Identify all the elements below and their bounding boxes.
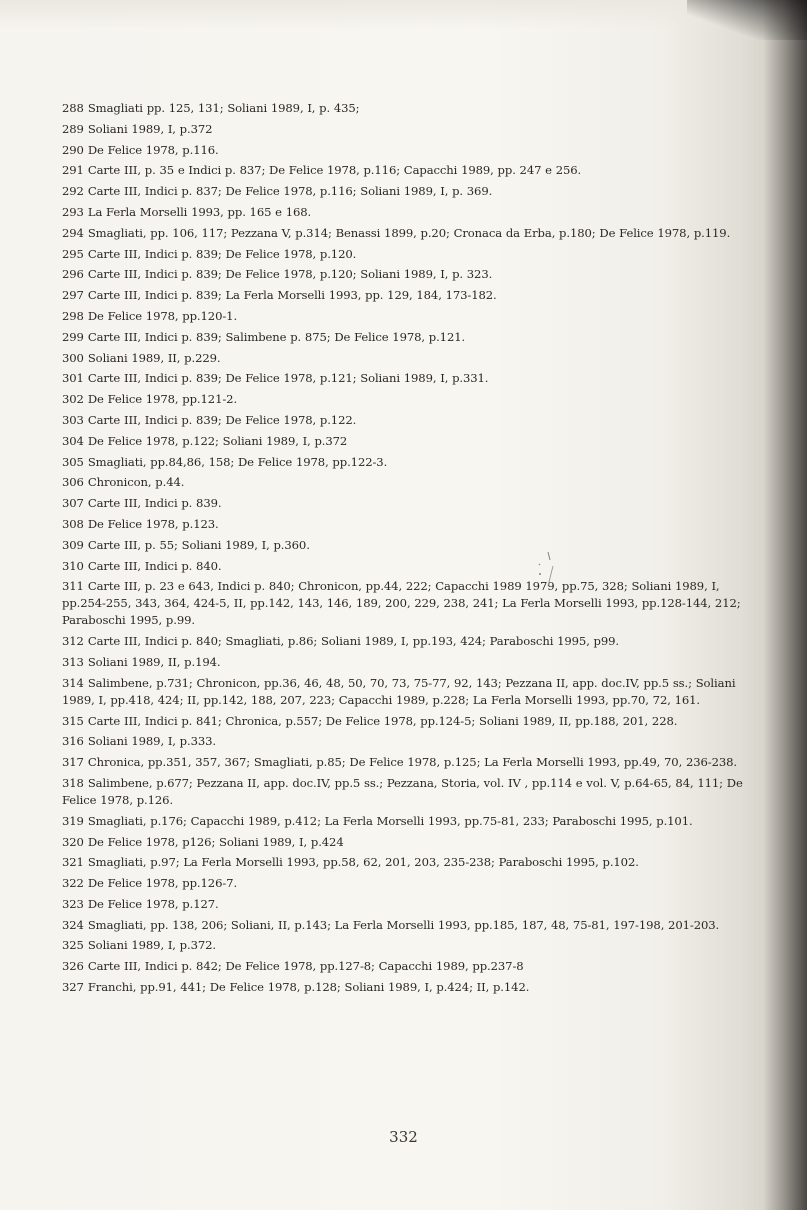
endnote-text: Salimbene, p.677; Pezzana II, app. doc.IV, pp.5 ss.; Pezzana, Storia, vol. IV , pp.114 e vol. V, p.64-65, 84, 111; De Felice 1978, p.126. bbox=[62, 775, 743, 807]
endnote-307 bbox=[62, 495, 762, 512]
endnote-text: Soliani 1989, II, p.229. bbox=[87, 350, 221, 365]
endnote-number: 317 bbox=[62, 755, 84, 770]
endnote-text: Smagliati, p.97; La Ferla Morselli 1993, pp.58, 62, 201, 203, 235-238; Paraboschi 1995, p.102. bbox=[87, 855, 639, 870]
endnote-text: De Felice 1978, p.116. bbox=[87, 142, 219, 157]
endnote-number: 299 bbox=[62, 329, 84, 344]
endnote-text: Carte III, Indici p. 842; De Felice 1978, pp.127-8; Capacchi 1989, pp.237-8 bbox=[87, 959, 524, 974]
pencil-mark-icon bbox=[534, 550, 556, 590]
endnote-297 bbox=[62, 287, 762, 304]
endnote-299 bbox=[62, 329, 762, 346]
endnote-number: 315 bbox=[62, 713, 84, 728]
endnote-number: 303 bbox=[62, 412, 84, 427]
endnote-294 bbox=[62, 225, 762, 242]
endnote-318 bbox=[62, 775, 762, 809]
endnote-number: 288 bbox=[62, 101, 84, 115]
endnote-text: Smagliati pp. 125, 131; Soliani 1989, I, p. 435; bbox=[87, 101, 360, 115]
endnote-316 bbox=[62, 733, 762, 750]
endnote-number: 311 bbox=[62, 579, 84, 594]
endnote-327 bbox=[62, 979, 762, 996]
endnote-324 bbox=[62, 917, 762, 934]
endnote-number: 324 bbox=[62, 917, 84, 932]
endnote-text: Chronicon, p.44. bbox=[87, 475, 185, 490]
endnote-text: Carte III, Indici p. 839; De Felice 1978, p.120; Soliani 1989, I, p. 323. bbox=[87, 267, 493, 282]
endnote-text: Carte III, Indici p. 840; Smagliati, p.86; Soliani 1989, I, pp.193, 424; Paraboschi 1995, p99. bbox=[87, 634, 620, 649]
endnote-text: Carte III, Indici p. 839; De Felice 1978, p.120. bbox=[87, 246, 357, 261]
endnote-number: 300 bbox=[62, 350, 84, 365]
endnote-text: De Felice 1978, p.127. bbox=[87, 896, 219, 911]
endnote-text: De Felice 1978, p.123. bbox=[87, 516, 219, 531]
page-number: 332 bbox=[389, 1128, 418, 1146]
endnote-text: Carte III, Indici p. 839. bbox=[87, 496, 222, 511]
endnote-293 bbox=[62, 204, 762, 221]
endnote-text: Carte III, Indici p. 837; De Felice 1978, p.116; Soliani 1989, I, p. 369. bbox=[87, 184, 493, 199]
endnote-number: 293 bbox=[62, 204, 84, 219]
endnote-number: 316 bbox=[62, 734, 84, 749]
endnote-text: Soliani 1989, II, p.194. bbox=[87, 654, 221, 669]
endnote-text: De Felice 1978, p.122; Soliani 1989, I, p.372 bbox=[87, 433, 348, 448]
endnote-308 bbox=[62, 516, 762, 533]
endnote-322 bbox=[62, 875, 762, 892]
endnote-number: 313 bbox=[62, 654, 84, 669]
endnote-number: 289 bbox=[62, 121, 84, 136]
endnote-number: 327 bbox=[62, 980, 84, 995]
endnote-number: 301 bbox=[62, 371, 84, 386]
endnote-text: De Felice 1978, pp.121-2. bbox=[87, 392, 238, 407]
endnote-text: Soliani 1989, I, p.372. bbox=[87, 938, 217, 953]
endnote-number: 294 bbox=[62, 225, 84, 240]
endnote-text: La Ferla Morselli 1993, pp. 165 e 168. bbox=[87, 204, 312, 219]
endnote-text: Franchi, pp.91, 441; De Felice 1978, p.128; Soliani 1989, I, p.424; II, p.142. bbox=[87, 980, 530, 995]
endnote-305 bbox=[62, 454, 762, 471]
endnotes-list bbox=[62, 100, 762, 1000]
endnote-291 bbox=[62, 162, 762, 179]
endnote-310 bbox=[62, 558, 762, 575]
endnote-325 bbox=[62, 937, 762, 954]
endnote-302 bbox=[62, 391, 762, 408]
endnote-text: Carte III, Indici p. 839; Salimbene p. 875; De Felice 1978, p.121. bbox=[87, 329, 466, 344]
endnote-313 bbox=[62, 654, 762, 671]
endnote-323 bbox=[62, 896, 762, 913]
endnote-number: 305 bbox=[62, 454, 84, 469]
endnote-text: Carte III, p. 23 e 643, Indici p. 840; Chronicon, pp.44, 222; Capacchi 1989 1979, pp.75, 328; Soliani 1989, I, pp.254-255, 343, 364, 424-5, II, pp.142, 143, 146, 189, 200, 229, 238, 241; La Ferla Morselli 1993, pp.128-144, 212; Paraboschi 1995, p.99. bbox=[62, 579, 741, 628]
endnote-text: Salimbene, p.731; Chronicon, pp.36, 46, 48, 50, 70, 73, 75-77, 92, 143; Pezzana II, app. doc.IV, pp.5 ss.; Soliani 1989, I, pp.418, 424; II, pp.142, 188, 207, 223; Capacchi 1989, p.228; La Ferla Morselli 1993, pp.70, 72, 161. bbox=[62, 675, 736, 707]
endnote-number: 325 bbox=[62, 938, 84, 953]
endnote-number: 297 bbox=[62, 288, 84, 303]
endnote-number: 308 bbox=[62, 516, 84, 531]
endnote-315 bbox=[62, 713, 762, 730]
endnote-number: 326 bbox=[62, 959, 84, 974]
endnote-number: 304 bbox=[62, 433, 84, 448]
endnote-text: Smagliati, pp.84,86, 158; De Felice 1978, pp.122-3. bbox=[87, 454, 388, 469]
endnote-312 bbox=[62, 633, 762, 650]
endnote-number: 290 bbox=[62, 142, 84, 157]
endnote-text: Carte III, Indici p. 839; La Ferla Morselli 1993, pp. 129, 184, 173-182. bbox=[87, 288, 497, 303]
endnote-number: 296 bbox=[62, 267, 84, 282]
endnote-326 bbox=[62, 958, 762, 975]
endnote-317 bbox=[62, 754, 762, 771]
endnote-number: 320 bbox=[62, 834, 84, 849]
endnote-number: 307 bbox=[62, 496, 84, 511]
endnote-296 bbox=[62, 266, 762, 283]
endnote-text: Carte III, p. 55; Soliani 1989, I, p.360. bbox=[87, 537, 310, 552]
endnote-300 bbox=[62, 350, 762, 367]
endnote-text: Carte III, Indici p. 839; De Felice 1978, p.122. bbox=[87, 412, 357, 427]
endnote-number: 310 bbox=[62, 558, 84, 573]
endnote-number: 295 bbox=[62, 246, 84, 261]
endnote-295 bbox=[62, 246, 762, 263]
endnote-301 bbox=[62, 370, 762, 387]
endnote-text: Soliani 1989, I, p.372 bbox=[87, 121, 213, 136]
endnote-321 bbox=[62, 854, 762, 871]
endnote-303 bbox=[62, 412, 762, 429]
endnote-number: 322 bbox=[62, 876, 84, 891]
endnote-text: Chronica, pp.351, 357, 367; Smagliati, p.85; De Felice 1978, p.125; La Ferla Morselli 1993, pp.49, 70, 236-238. bbox=[87, 755, 738, 770]
endnote-number: 323 bbox=[62, 896, 84, 911]
endnote-288 bbox=[62, 100, 762, 117]
endnote-text: Carte III, Indici p. 841; Chronica, p.557; De Felice 1978, pp.124-5; Soliani 1989, II, pp.188, 201, 228. bbox=[87, 713, 678, 728]
endnote-309 bbox=[62, 537, 762, 554]
endnote-text: Carte III, p. 35 e Indici p. 837; De Felice 1978, p.116; Capacchi 1989, pp. 247 e 256. bbox=[87, 163, 582, 178]
endnote-number: 291 bbox=[62, 163, 84, 178]
endnote-306 bbox=[62, 474, 762, 491]
endnote-number: 306 bbox=[62, 475, 84, 490]
endnote-text: Carte III, Indici p. 840. bbox=[87, 558, 222, 573]
top-shadow bbox=[0, 0, 807, 30]
endnote-319 bbox=[62, 813, 762, 830]
endnote-number: 302 bbox=[62, 392, 84, 407]
endnote-text: De Felice 1978, p126; Soliani 1989, I, p.424 bbox=[87, 834, 344, 849]
endnote-number: 312 bbox=[62, 634, 84, 649]
endnote-314 bbox=[62, 675, 762, 709]
endnote-number: 314 bbox=[62, 675, 84, 690]
endnote-298 bbox=[62, 308, 762, 325]
endnote-number: 309 bbox=[62, 537, 84, 552]
endnote-304 bbox=[62, 433, 762, 450]
endnote-number: 318 bbox=[62, 775, 84, 790]
endnote-number: 319 bbox=[62, 813, 84, 828]
endnote-text: De Felice 1978, pp.120-1. bbox=[87, 308, 238, 323]
endnote-text: Smagliati, pp. 138, 206; Soliani, II, p.143; La Ferla Morselli 1993, pp.185, 187, 48, 75-81, 197-198, 201-203. bbox=[87, 917, 720, 932]
endnote-311 bbox=[62, 578, 762, 629]
endnote-text: Smagliati, p.176; Capacchi 1989, p.412; La Ferla Morselli 1993, pp.75-81, 233; Paraboschi 1995, p.101. bbox=[87, 813, 693, 828]
endnote-number: 321 bbox=[62, 855, 84, 870]
endnote-text: Carte III, Indici p. 839; De Felice 1978, p.121; Soliani 1989, I, p.331. bbox=[87, 371, 489, 386]
endnote-290 bbox=[62, 142, 762, 159]
endnote-text: Soliani 1989, I, p.333. bbox=[87, 734, 217, 749]
page-edge-shadow bbox=[763, 0, 807, 1210]
endnote-292 bbox=[62, 183, 762, 200]
endnote-number: 292 bbox=[62, 184, 84, 199]
endnote-289 bbox=[62, 121, 762, 138]
endnote-text: Smagliati, pp. 106, 117; Pezzana V, p.314; Benassi 1899, p.20; Cronaca da Erba, p.180; De Felice 1978, p.119. bbox=[87, 225, 731, 240]
endnote-text: De Felice 1978, pp.126-7. bbox=[87, 876, 238, 891]
endnote-320 bbox=[62, 834, 762, 851]
endnote-number: 298 bbox=[62, 308, 84, 323]
